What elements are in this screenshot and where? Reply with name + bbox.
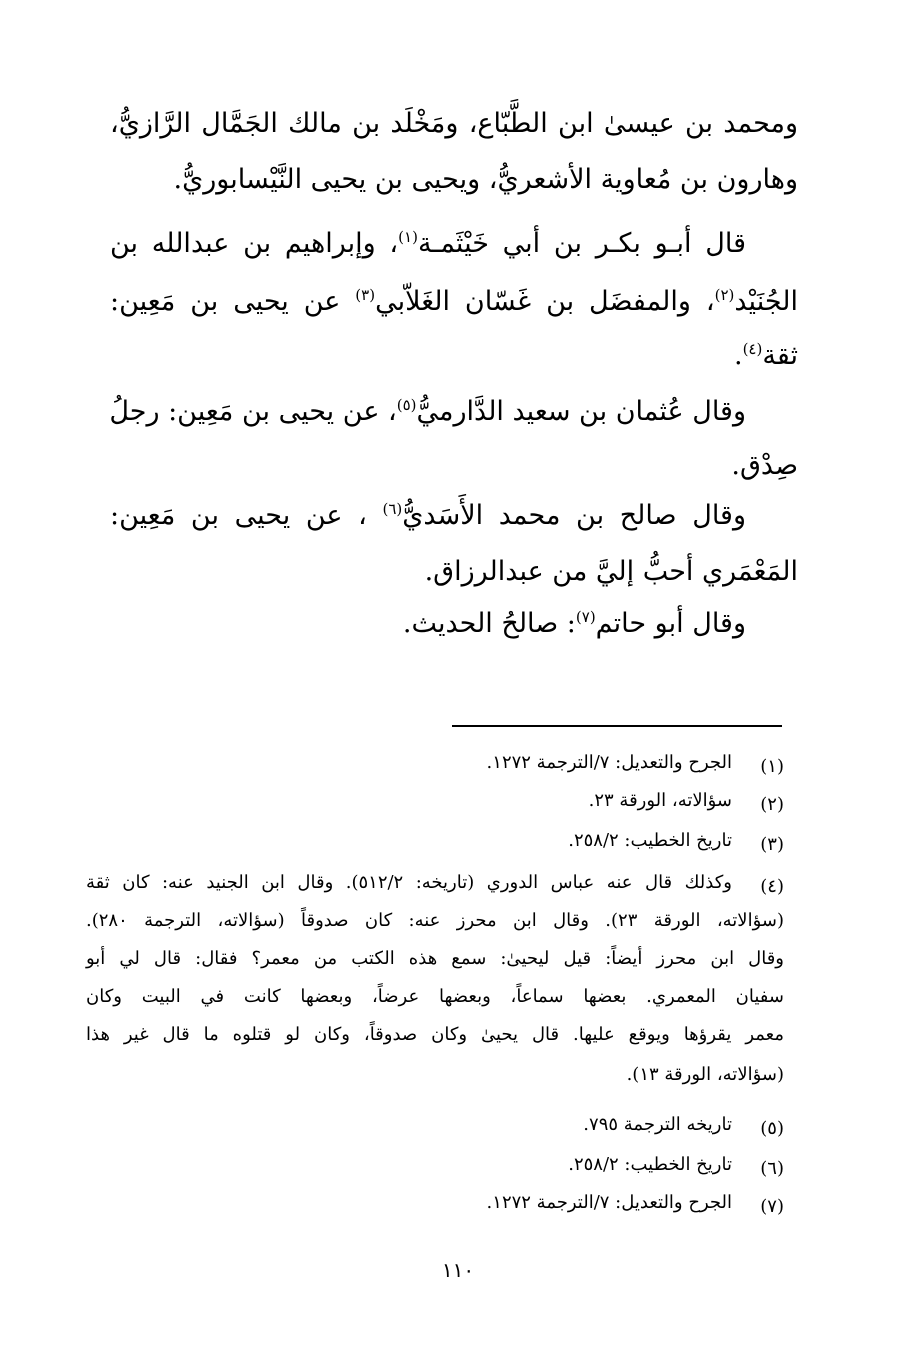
text-segment: ، وإبراهيم بن عبدالله بن [110,228,399,259]
footnote-4-line-6: (سؤالاته، الورقة ١٣). [626,1064,784,1085]
body-line-1: ومحمد بن عيسىٰ ابن الطَّبّاع، ومَخْلَد بن مالك الجَمَّال الرَّازيُّ، [110,108,798,139]
body-line-7: صِدْق. [731,450,798,481]
footnote-separator [452,725,782,727]
page-number: ١١٠ [441,1258,475,1282]
text-segment: : صالحُ الحديث. [402,608,576,639]
footnote-ref-5[interactable]: (٥) [396,396,417,414]
footnote-4-line-5: معمر يقرؤها ويوقع عليها. قال يحيىٰ وكان صدوقاً، وكان لو قتلوه ما قال غير هذا [86,1024,784,1045]
footnote-number-7: (٧) [760,1196,784,1217]
text-segment: الجُنَيْد [734,286,798,317]
footnote-4-line-2: (سؤالاته، الورقة ٢٣). وقال ابن محرز عنه: كان صدوقاً (سؤالاته، الترجمة ٢٨٠). [86,910,784,931]
footnote-text-3: تاريخ الخطيب: ٢٥٨/٢. [568,830,732,851]
body-line-4 [110,286,798,318]
body-line-3 [110,228,746,260]
footnote-number-3: (٣) [760,834,784,855]
text-segment: وقال صالح بن محمد الأَسَديُّ [402,500,746,531]
text-segment: ، عن يحيى بن مَعِين: رجلُ [109,396,397,427]
footnote-ref-3[interactable]: (٣) [355,286,376,304]
footnote-text-1: الجرح والتعديل: ٧/الترجمة ١٢٧٢. [486,752,732,773]
body-line-9: المَعْمَري أحبُّ إليَّ من عبدالرزاق. [424,556,798,587]
footnote-ref-1[interactable]: (١) [398,228,418,246]
footnote-ref-6[interactable]: (٦) [382,500,403,518]
footnote-text-6: تاريخ الخطيب: ٢٥٨/٢. [568,1154,732,1175]
footnote-number-6: (٦) [760,1158,784,1179]
body-line-10 [110,608,746,640]
text-segment: وقال عُثمان بن سعيد الدَّارميُّ [416,396,746,427]
footnote-number-2: (٢) [760,794,784,815]
text-segment: عن يحيى بن مَعِين: [110,286,356,317]
text-segment: . [733,340,743,371]
footnote-text-2: سؤالاته، الورقة ٢٣. [588,790,732,811]
text-segment: ثقة [762,340,798,371]
text-segment: قال أبـو بكـر بن أبي خَيْثَمـة [417,228,747,259]
text-segment: وقال أبو حاتم [595,608,746,639]
body-line-8 [110,500,746,532]
footnote-number-1: (١) [760,756,784,777]
text-segment: ، والمفضَل بن غَسّان الغَلاّبي [375,286,715,317]
footnote-ref-2[interactable]: (٢) [714,286,735,304]
footnote-number-5: (٥) [760,1118,784,1139]
footnote-4-line-3: وقال ابن محرز أيضاً: قيل ليحيىٰ: سمع هذه الكتب من معمر؟ فقال: قال لي أبو [86,948,784,969]
body-line-6 [110,396,746,428]
footnote-text-7: الجرح والتعديل: ٧/الترجمة ١٢٧٢. [486,1192,732,1213]
footnote-number-4: (٤) [760,876,784,897]
text-segment: ، عن يحيى بن مَعِين: [110,500,383,531]
footnote-text-5: تاريخه الترجمة ٧٩٥. [583,1114,732,1135]
footnote-4-line-1: وكذلك قال عنه عباس الدوري (تاريخه: ٥١٢/٢). وقال ابن الجنيد عنه: كان ثقة [86,872,732,893]
body-line-5 [110,340,798,372]
footnote-ref-4[interactable]: (٤) [742,340,763,358]
footnote-ref-7[interactable]: (٧) [575,608,596,626]
footnote-4-line-4: سفيان المعمري. بعضها سماعاً، وبعضها عرضاً، وبعضها كانت في البيت وكان [86,986,784,1007]
body-line-2: وهارون بن مُعاوية الأشعريُّ، ويحيى بن يحيى النَّيْسابوريُّ. [173,164,798,195]
